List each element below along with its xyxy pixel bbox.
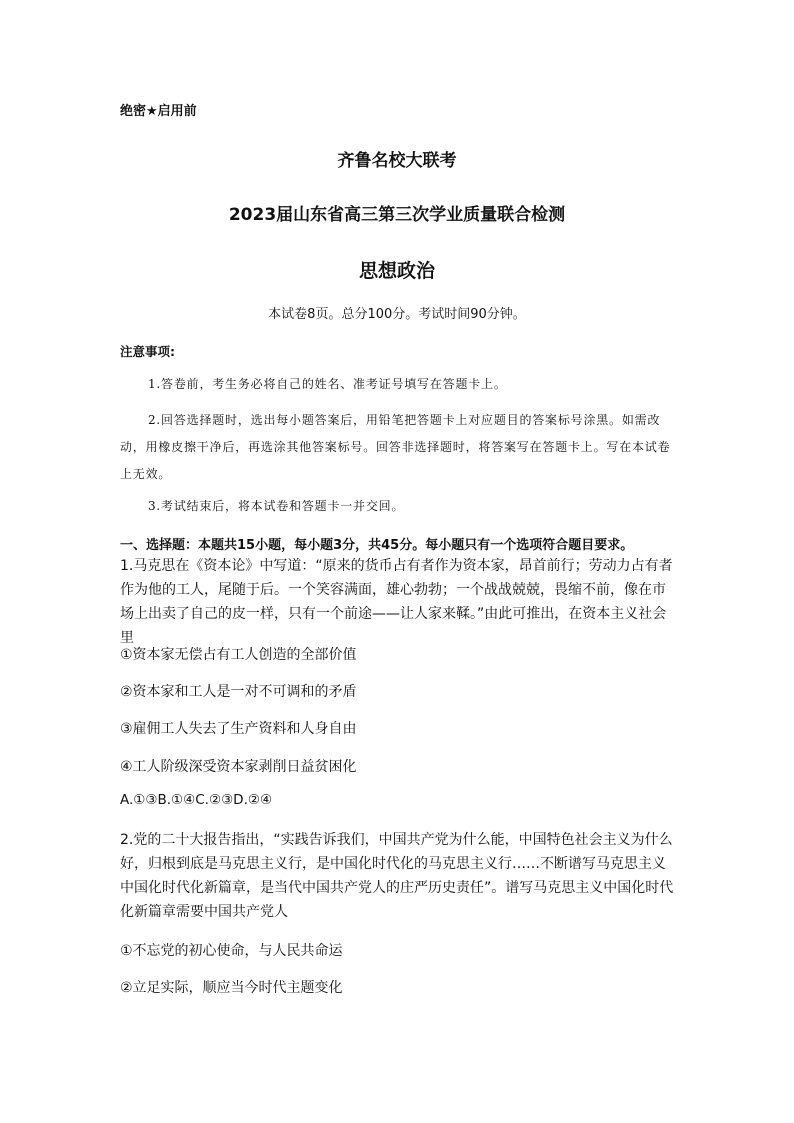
answer-choices: A.①③B.①④C.②③D.②④ <box>120 792 273 808</box>
confidential-label: 绝密★启用前 <box>120 104 197 119</box>
notice-item: 1.答卷前，考生务必将自己的姓名、准考证号填写在答题卡上。 <box>148 377 507 391</box>
notice-item: 3.考试结束后，将本试卷和答题卡一并交回。 <box>148 499 405 513</box>
subject-title: 思想政治 <box>358 260 435 282</box>
question-stem: 1.马克思在《资本论》中写道：“原来的货币占有者作为资本家，昂首前行；劳动力占有者作为他的工人，尾随于后。一个笑容满面，雄心勃勃；一个战战兢兢，畏缩不前，像在市场上出卖了自己的皮一样，只有一个前途——让人家来鞣。”由此可推出，在资本主义社会里 <box>120 558 673 646</box>
question-option: ④工人阶级深受资本家剥削日益贫困化 <box>120 759 357 775</box>
question-option: ①资本家无偿占有工人创造的全部价值 <box>120 647 357 663</box>
notice-item: 2.回答选择题时，选出每小题答案后，用铅笔把答题卡上对应题目的答案标号涂黑。如需改动，用橡皮擦干净后，再选涂其他答案标号。回答非选择题时，将答案写在答题卡上。写在本试卷上无效。 <box>120 413 671 481</box>
section-heading: 一、选择题：本题共15小题，每小题3分，共45分。每小题只有一个选项符合题目要求。 <box>120 538 634 553</box>
notice-heading: 注意事项: <box>120 344 175 359</box>
exam-info: 本试卷8页。总分100分。考试时间90分钟。 <box>268 307 526 322</box>
question-option: ②资本家和工人是一对不可调和的矛盾 <box>120 684 357 700</box>
question-option: ②立足实际，顺应当今时代主题变化 <box>120 980 343 996</box>
exam-title: 2023届山东省高三第三次学业质量联合检测 <box>228 205 566 225</box>
question-stem: 2.党的二十大报告指出，“实践告诉我们，中国共产党为什么能，中国特色社会主义为什么好，归根到底是马克思主义行，是中国化时代化的马克思主义行……不断谱写马克思主义中国化时代化新篇章，是当代中国共产党人的庄严历史责任”。谱写马克思主义中国化时代化新篇章需要中国共产党人 <box>120 832 674 920</box>
question-option: ①不忘党的初心使命，与人民共命运 <box>120 943 343 959</box>
question-option: ③雇佣工人失去了生产资料和人身自由 <box>120 721 357 737</box>
exam-name: 齐鲁名校大联考 <box>337 151 457 171</box>
